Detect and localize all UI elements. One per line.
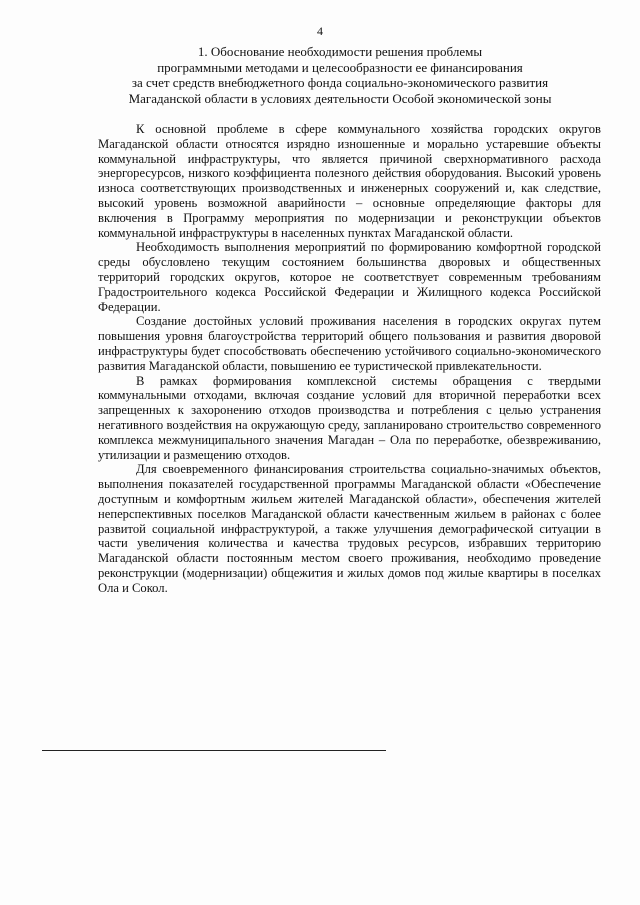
paragraph-utilities-infrastructure: К основной проблеме в сфере коммунального хозяйства городских округов Магаданской области относятся изрядно изношенные и морально устаревшие объекты коммунальной инфраструктуры, что является причиной сверхнормативного расхода энергоресурсов, низкого коэффициента полезного действия оборудования. Высокий уровень износа соответствующих производственных и инженерных сооружений и, как следствие, высокий уровень возможной аварийности – основные определяющие факторы для включения в Программу мероприятия по модернизации и реконструкции объектов коммунальной инфраструктуры в населенных пунктах Магаданской области. (98, 122, 601, 240)
section-title-line-2: программными методами и целесообразности ее финансирования (157, 59, 523, 75)
section-title-line-1: 1. Обоснование необходимости решения проблемы (197, 44, 483, 59)
paragraph-living-conditions: Создание достойных условий проживания населения в городских округах путем повышения уровня благоустройства территорий общего пользования и развития дворовой инфраструктуры будет способствовать обеспечению устойчивого социально-экономического развития Магаданской области, повышению ее туристической привлекательности. (98, 314, 601, 373)
footnote-divider (42, 750, 386, 751)
page-number: 4 (317, 24, 323, 38)
section-title-line-3: за счет средств внебюджетного фонда социально-экономического развития (131, 75, 549, 90)
paragraph-urban-environment: Необходимость выполнения мероприятий по формированию комфортной городской среды обусловлено текущим состоянием большинства дворовых и общественных территорий городских округов, которое не соответствует современным требованиям Градостроительного кодекса Российской Федерации и Жилищного кодекса Российской Федерации. (98, 240, 601, 314)
paragraph-housing-financing: Для своевременного финансирования строительства социально-значимых объектов, выполнения показателей государственной программы Магаданской области «Обеспечение доступным и комфортным жильем жителей Магаданской области», обеспечения жителей неперспективных поселков Магаданской области качественным жильем в районах с более развитой социальной инфраструктурой, а также улучшения демографической ситуации в части увеличения количества и качества трудовых ресурсов, избравших территорию Магаданской области постоянным местом своего проживания, необходимо проведение реконструкции (модернизации) общежития и жилых домов под жилые квартиры в поселках Ола и Сокол. (98, 462, 601, 595)
section-title (80, 44, 600, 106)
paragraph-waste-management: В рамках формирования комплексной системы обращения с твердыми коммунальными отходами, включая создание условий для вторичной переработки всех запрещенных к захоронению отходов производства и потребления с целью устранения негативного воздействия на окружающую среду, запланировано строительство современного комплекса межмуниципального значения Магадан – Ола по переработке, обезвреживанию, утилизации и размещению отходов. (98, 373, 601, 462)
body-text (98, 122, 601, 596)
section-title-line-4: Магаданской области в условиях деятельности Особой экономической зоны (128, 90, 552, 106)
